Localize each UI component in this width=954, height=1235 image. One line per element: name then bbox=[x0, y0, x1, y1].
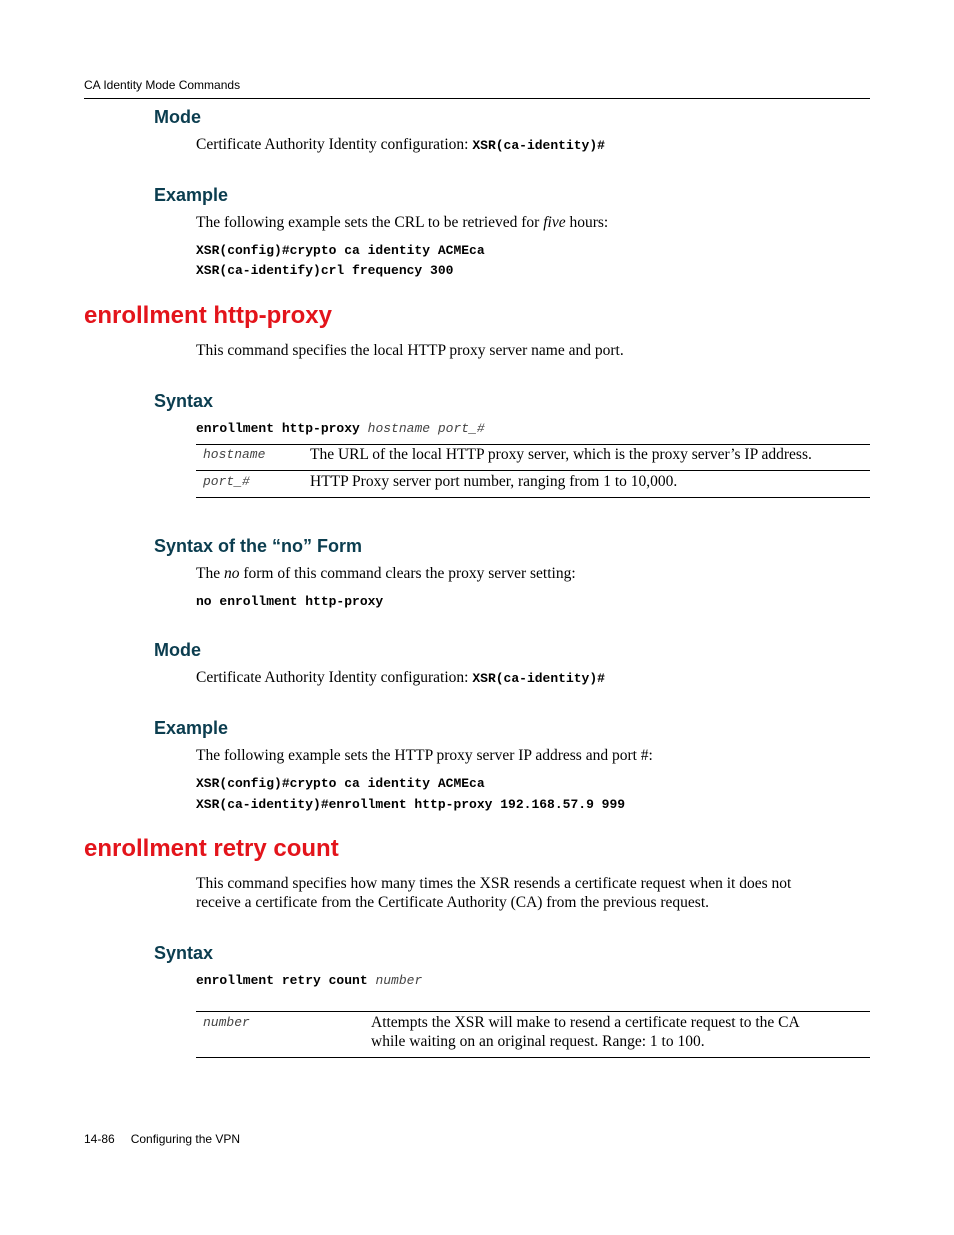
syntax-heading: Syntax bbox=[154, 391, 214, 411]
no-form-code: no enrollment http-proxy bbox=[196, 594, 384, 609]
example-heading-2: Example bbox=[154, 718, 229, 738]
mode-text-1: Certificate Authority Identity configuration: XSR(ca-identity)# bbox=[196, 136, 605, 153]
example-text-1: The following example sets the CRL to be retrieved for five hours: bbox=[196, 214, 609, 231]
command-title-retry-count: enrollment retry count bbox=[84, 835, 339, 862]
table-rule bbox=[196, 497, 870, 498]
param-name: port_# bbox=[203, 474, 250, 489]
example-text-2: The following example sets the HTTP proxy server IP address and port #: bbox=[196, 747, 653, 764]
param-desc: HTTP Proxy server port number, ranging from 1 to 10,000. bbox=[310, 473, 678, 490]
param-desc: The URL of the local HTTP proxy server, which is the proxy server’s IP address. bbox=[310, 446, 812, 463]
no-form-heading: Syntax of the “no” Form bbox=[154, 536, 363, 556]
mode-prompt-2: XSR(ca-identity)# bbox=[472, 671, 605, 686]
syntax-args: number bbox=[375, 973, 423, 988]
command-description: This command specifies the local HTTP proxy server name and port. bbox=[196, 342, 624, 359]
table-rule bbox=[196, 470, 870, 471]
mode-prompt-1: XSR(ca-identity)# bbox=[472, 138, 605, 153]
command-title-http-proxy: enrollment http-proxy bbox=[84, 302, 333, 329]
example-code-line: XSR(config)#crypto ca identity ACMEca bbox=[196, 243, 485, 258]
command-description-line: This command specifies how many times the XSR resends a certificate request when it does not bbox=[196, 875, 792, 892]
header-rule bbox=[84, 98, 870, 99]
example-code-line: XSR(ca-identity)#enrollment http-proxy 192.168.57.9 999 bbox=[196, 797, 626, 812]
running-header: CA Identity Mode Commands bbox=[84, 78, 241, 92]
mode-heading-1: Mode bbox=[154, 107, 201, 127]
table-rule bbox=[196, 1011, 870, 1012]
chapter-title: Configuring the VPN bbox=[130, 1132, 241, 1146]
param-name: number bbox=[203, 1015, 250, 1030]
table-rule bbox=[196, 444, 870, 445]
table-rule bbox=[196, 1057, 870, 1058]
param-name: hostname bbox=[203, 447, 266, 462]
syntax-args: hostname port_# bbox=[367, 421, 485, 436]
syntax-command: enrollment http-proxy hostname port_# bbox=[196, 421, 485, 436]
example-heading-1: Example bbox=[154, 185, 229, 205]
mode-heading-2: Mode bbox=[154, 640, 201, 660]
example-code-line: XSR(config)#crypto ca identity ACMEca bbox=[196, 776, 485, 791]
page-number: 14-86 bbox=[84, 1132, 115, 1146]
command-description-line: receive a certificate from the Certificate Authority (CA) from the previous request. bbox=[196, 894, 710, 911]
param-desc-line: while waiting on an original request. Range: 1 to 100. bbox=[371, 1033, 705, 1050]
syntax-heading: Syntax bbox=[154, 943, 214, 963]
syntax-command: enrollment retry count number bbox=[196, 973, 423, 988]
param-desc-line: Attempts the XSR will make to resend a certificate request to the CA bbox=[371, 1014, 800, 1031]
mode-text-2: Certificate Authority Identity configuration: XSR(ca-identity)# bbox=[196, 669, 605, 686]
page-footer bbox=[84, 1132, 240, 1146]
no-form-text: The no form of this command clears the proxy server setting: bbox=[196, 565, 576, 582]
example-code-line: XSR(ca-identify)crl frequency 300 bbox=[196, 263, 454, 278]
